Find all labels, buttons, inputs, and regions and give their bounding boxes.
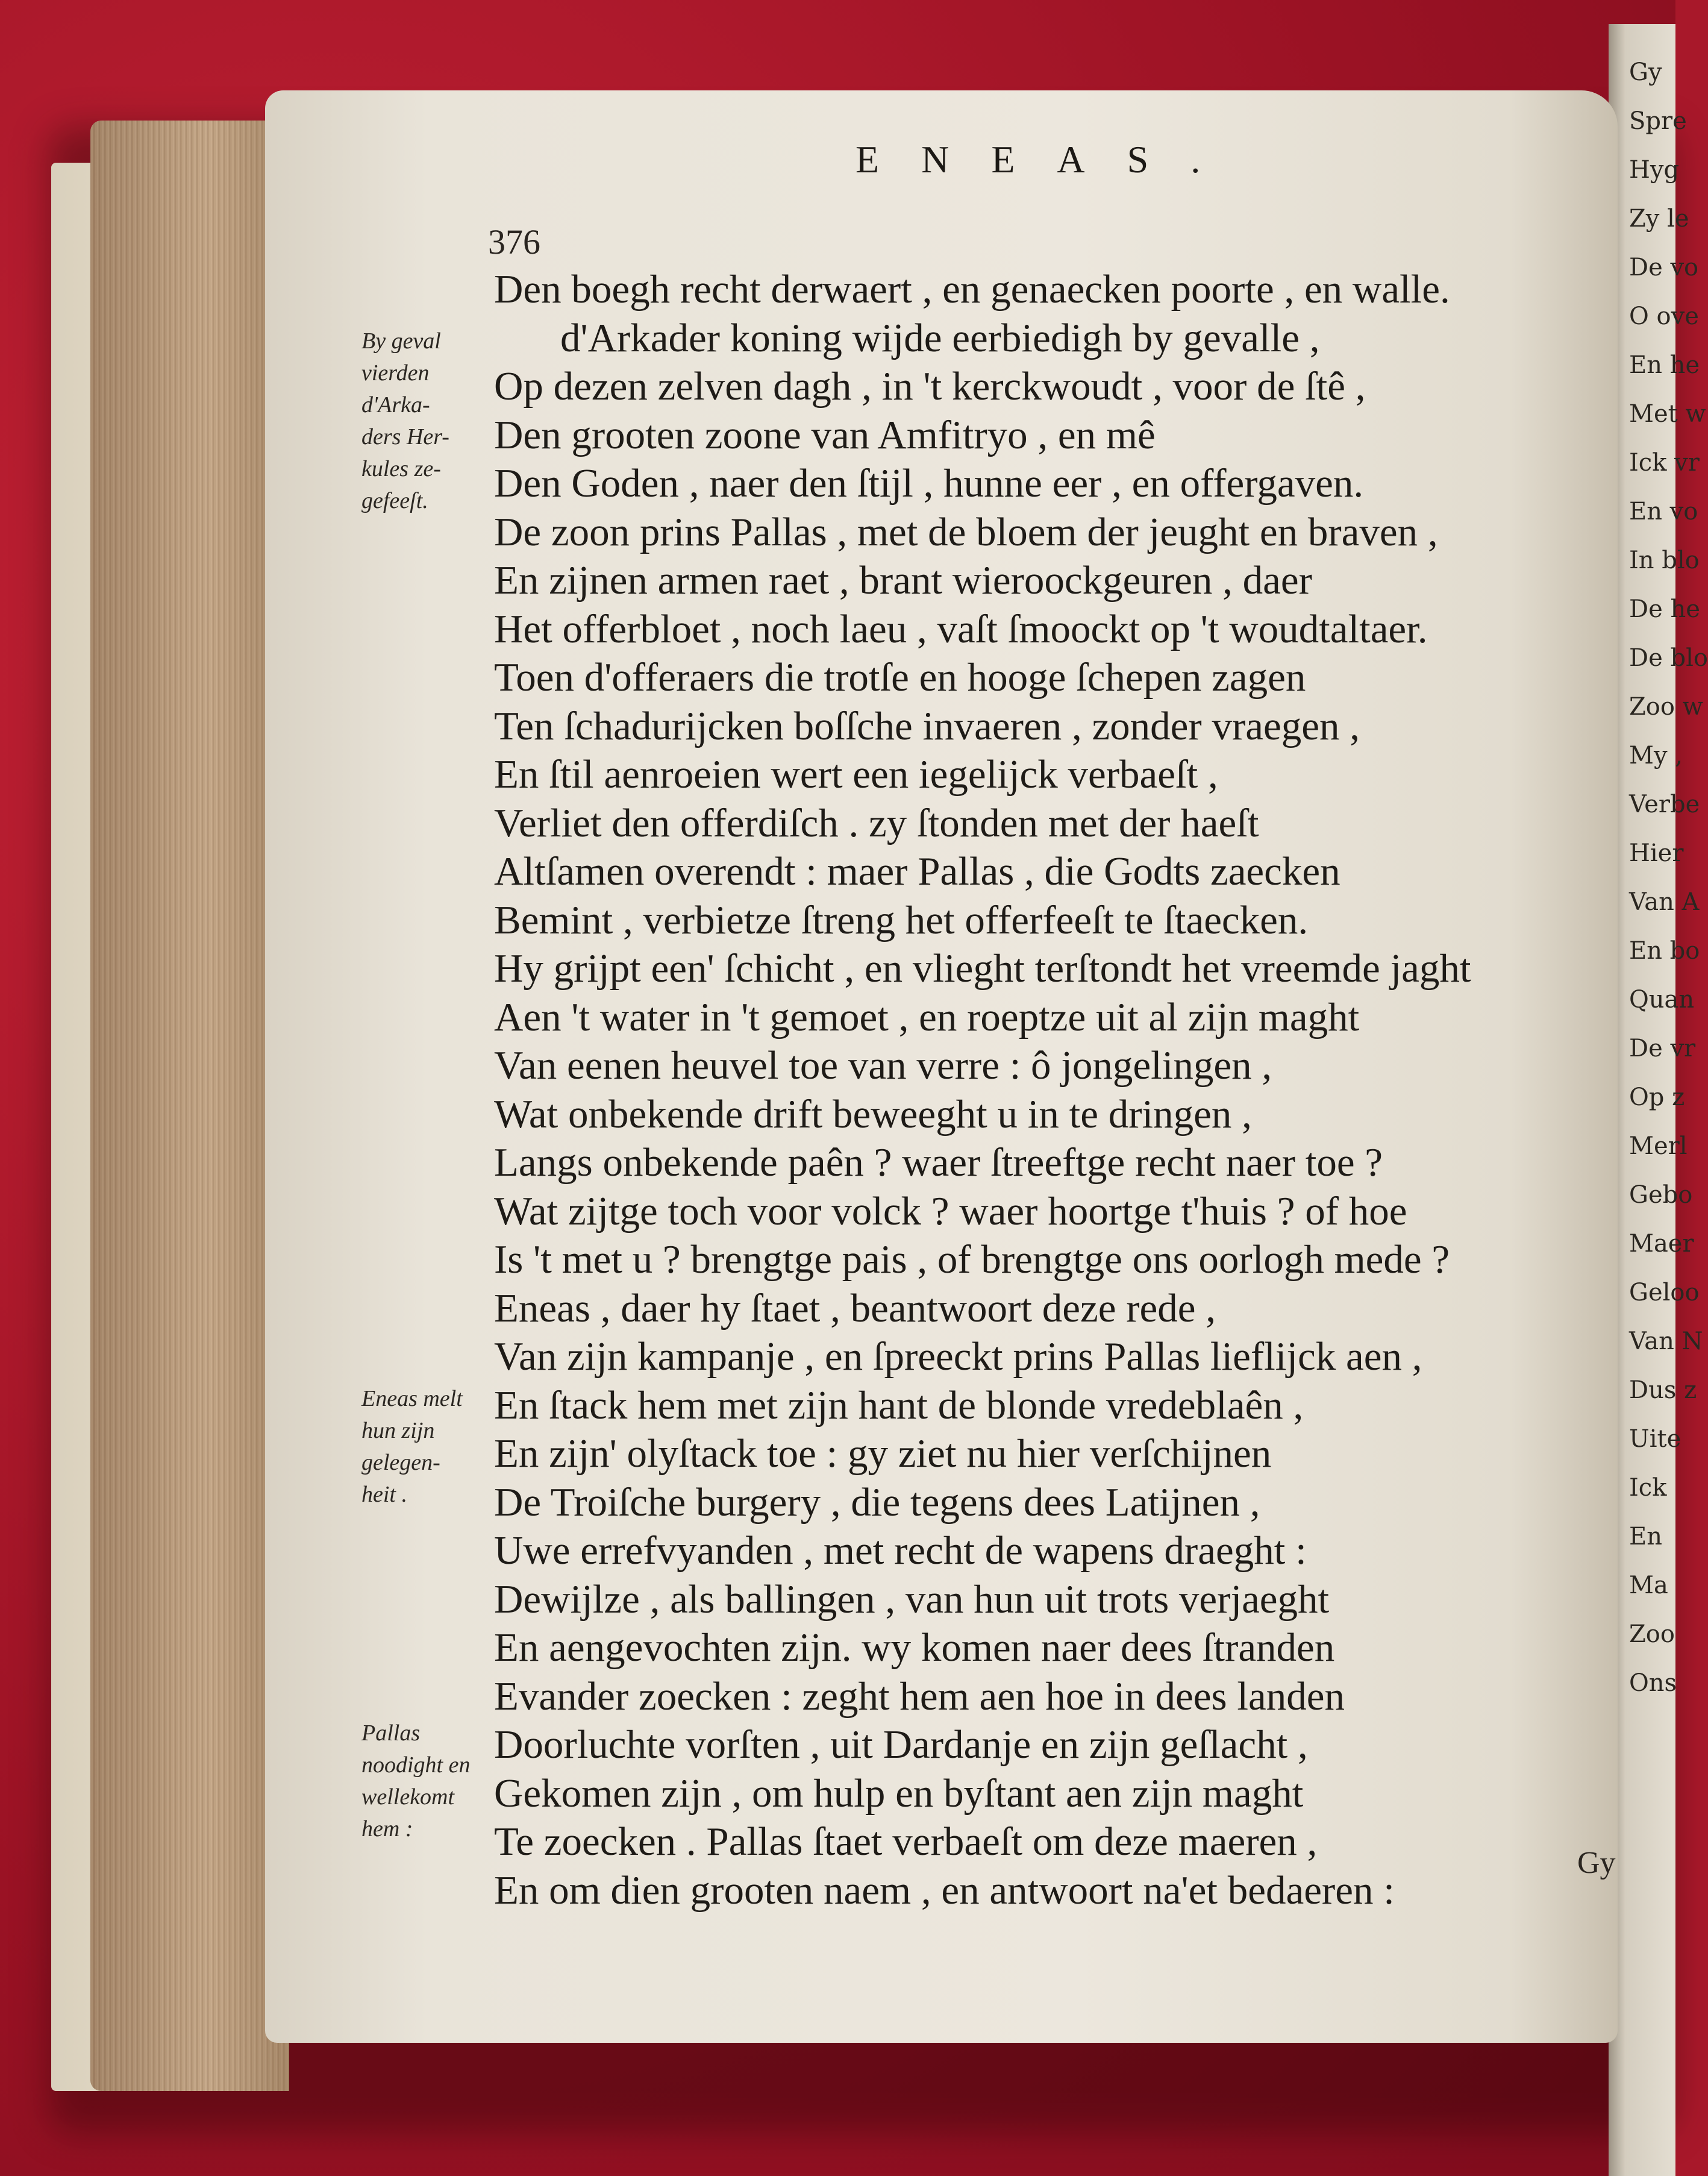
margin-note-line: gefeeſt. (361, 488, 428, 513)
verse-line: Toen d'offeraers die trotſe en hooge ſchepen zagen (494, 655, 1306, 700)
verse-block (494, 265, 1603, 1914)
verse-line: En ſtack hem met zijn hant de blonde vredeblaên , (494, 1382, 1304, 1428)
margin-note-line: ders Her- (361, 424, 449, 450)
verse-line: Van eenen heuvel toe van verre : ô jongelingen , (494, 1043, 1272, 1088)
verse-line: Den grooten zoone van Amfitryo , en mê (494, 412, 1156, 457)
margin-note-line: kules ze- (361, 456, 441, 481)
facing-page-fragment: Merl (1629, 1132, 1688, 1160)
verse-line: Den Goden , naer den ſtijl , hunne eer , en offergaven. (494, 461, 1364, 506)
verse-line: En aengevochten zijn. wy komen naer dees ſtranden (494, 1625, 1335, 1670)
verse-line: Den boegh recht derwaert , en genaecken poorte , en walle. (494, 267, 1450, 312)
margin-note-line: hun zijn (361, 1418, 435, 1443)
verse-line: Eneas , daer hy ſtaet , beantwoort deze rede , (494, 1285, 1216, 1331)
facing-page-fragment: En vo (1629, 498, 1698, 525)
margin-note-line: vierden (361, 360, 430, 386)
facing-page-fragment: De vo (1629, 254, 1699, 281)
facing-page-fragment: Van A (1629, 888, 1700, 916)
facing-page-fragment: De vr (1629, 1035, 1696, 1062)
facing-page-fragment: In blo (1629, 547, 1700, 574)
verse-line: De Troiſche burgery , die tegens dees Latijnen , (494, 1479, 1260, 1525)
verse-line: Doorluchte vorſten , uit Dardanje en zijn geſlacht , (494, 1722, 1308, 1767)
verse-line: Bemint , verbietze ſtreng het offerfeeſt te ſtaecken. (494, 897, 1309, 942)
facing-page-fragment: En (1629, 1523, 1662, 1550)
facing-page-fragment: En he (1629, 351, 1700, 379)
page-edges-shade (90, 121, 289, 2091)
verse-line: En ſtil aenroeien wert een iegelijck verbaeſt , (494, 752, 1218, 797)
facing-page-fragment: Zy le (1629, 205, 1689, 233)
facing-page-fragment: Hier (1629, 839, 1684, 867)
verse-line: Aen 't water in 't gemoet , en roeptze uit al zijn maght (494, 994, 1360, 1039)
margin-note-line: noodight en (361, 1752, 471, 1778)
facing-page-fragment: En bo (1629, 937, 1700, 965)
facing-page-fragment: De he (1629, 595, 1700, 623)
verse-line: En om dien grooten naem , en antwoort na'et bedaeren : (494, 1867, 1395, 1913)
facing-page-fragment: Quan (1629, 986, 1695, 1014)
facing-page-fragment: Spre (1629, 107, 1687, 135)
facing-page-fragment: Van N (1629, 1328, 1703, 1355)
verse-line: Evander zoecken : zeght hem aen hoe in dees landen (494, 1673, 1345, 1719)
facing-page-fragment: Ick (1629, 1474, 1667, 1502)
facing-page-fragment: O ove (1629, 303, 1699, 330)
margin-note-line: wellekomt (361, 1784, 455, 1810)
verse-line: En zijn' olyſtack toe : gy ziet nu hier verſchijnen (494, 1431, 1272, 1476)
verse-line: Verliet den offerdiſch . zy ſtonden met der haeſt (494, 800, 1259, 845)
facing-page-fragment: Verbe (1629, 791, 1700, 818)
verse-line: Het offerbloet , noch laeu , vaſt ſmoockt op 't woudtaltaer. (494, 606, 1428, 651)
facing-page-fragment: My , (1629, 742, 1683, 770)
facing-page-fragment: Ons (1629, 1669, 1677, 1697)
verse-line: Te zoecken . Pallas ſtaet verbaeſt om deze maeren , (494, 1819, 1318, 1864)
margin-note-line: By geval (361, 328, 441, 354)
running-head: ENEAS. (856, 138, 1243, 181)
facing-page-fragment: Ma (1629, 1572, 1668, 1599)
verse-line: Uwe errefvyanden , met recht de wapens draeght : (494, 1528, 1307, 1573)
facing-page-fragment: Dus z (1629, 1376, 1697, 1404)
facing-page-fragment: De blo (1629, 644, 1708, 672)
facing-page-text (1629, 48, 1708, 1708)
margin-note-line: Eneas melt (361, 1386, 463, 1411)
verse-line: Is 't met u ? brengtge pais , of brengtge ons oorlogh mede ? (494, 1237, 1450, 1282)
verse-line: Hy grijpt een' ſchicht , en vlieght terſtondt het vreemde jaght (494, 946, 1471, 991)
verse-line: d'Arkader koning wijde eerbiedigh by gevalle , (560, 315, 1320, 360)
facing-page-fragment: Uite (1629, 1425, 1681, 1453)
verse-line: Dewijlze , als ballingen , van hun uit trots verjaeght (494, 1576, 1330, 1622)
facing-page-fragment: Maer (1629, 1230, 1694, 1258)
verse-line: Langs onbekende paên ? waer ſtreeftge recht naer toe ? (494, 1140, 1383, 1185)
facing-page-fragment: Zoo (1629, 1620, 1675, 1648)
margin-note-line: gelegen- (361, 1450, 440, 1475)
facing-page-fragment: Met w (1629, 400, 1706, 428)
facing-page-fragment: Gebo (1629, 1181, 1693, 1209)
verse-line: Wat zijtge toch voor volck ? waer hoortge t'huis ? of hoe (494, 1188, 1407, 1234)
facing-page-fragment: Geloo (1629, 1279, 1700, 1306)
verse-line: Altſamen overendt : maer Pallas , die Godts zaecken (494, 849, 1340, 894)
facing-page-fragment: Ick vr (1629, 449, 1700, 477)
margin-note-pallas (361, 1717, 491, 1845)
verse-line: Ten ſchadurijcken boſſche invaeren , zonder vraegen , (494, 703, 1360, 748)
verse-line: En zijnen armen raet , brant wieroockgeuren , daer (494, 558, 1312, 603)
facing-page-fragment: Zoo w (1629, 693, 1703, 721)
facing-page (1609, 24, 1708, 2176)
verse-line: Op dezen zelven dagh , in 't kerckwoudt , voor de ſtê , (494, 364, 1366, 409)
verse-line: Gekomen zijn , om hulp en byſtant aen zijn maght (494, 1770, 1304, 1816)
facing-page-fragment: Gy (1629, 58, 1662, 86)
margin-note-eneas (361, 1383, 491, 1511)
margin-note-herkules (361, 325, 491, 517)
verse-line: Van zijn kampanje , en ſpreeckt prins Pallas lieflijck aen , (494, 1334, 1422, 1379)
verse-line: Wat onbekende drift beweeght u in te dringen , (494, 1091, 1252, 1137)
margin-note-line: Pallas (361, 1720, 421, 1746)
catchword: Gy (1577, 1846, 1616, 1880)
verse-line: De zoon prins Pallas , met de bloem der jeught en braven , (494, 509, 1438, 554)
margin-note-line: d'Arka- (361, 392, 430, 418)
page-number: 376 (488, 222, 540, 262)
margin-note-line: hem : (361, 1816, 413, 1842)
facing-page-fragment: Hyg (1629, 156, 1680, 184)
facing-page-fragment: Op z (1629, 1083, 1685, 1111)
margin-note-line: heit . (361, 1482, 407, 1507)
